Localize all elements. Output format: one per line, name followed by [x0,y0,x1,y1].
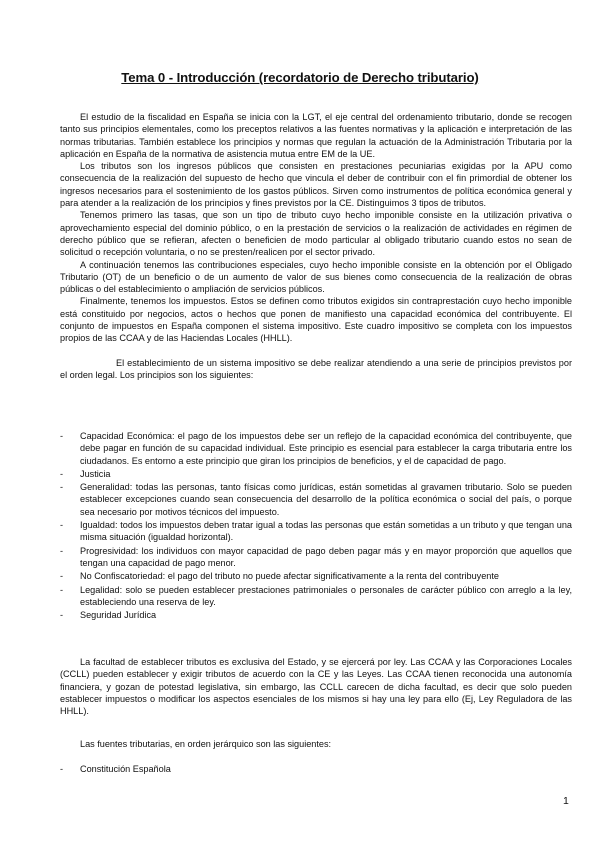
ccaa-text-block [60,656,572,717]
bullet-dash: - [60,764,64,774]
paragraph-tasas: Tenemos primero las tasas, que son un tipo de tributo cuyo hecho imponible consiste en la utilización privativa o aprovechamiento especial del dominio público, o en la prestación de servicios o la realización de actividades en régimen de derecho público que se refieran, afecten o beneficien de modo particular al obligado tributario cuando estos no sean de solicitud o recepción voluntaria, o no se presten/realicen por el sector privado. [60,210,572,258]
page-number: 1 [563,795,569,807]
list-item: - Legalidad: solo se pueden establecer prestaciones patrimoniales o personales de carácter público con arreglo a la ley, estableciendo una reserva de ley. [60,584,572,607]
paragraph-contribuciones: A continuación tenemos las contribuciones especiales, cuyo hecho imponible consiste en la obtención por el Obligado Tributario (OT) de un beneficio o de un aumento de valor de sus bienes como consecuencia de la realización de obras públicas o del establecimiento o ampliación de servicios públicos. [60,259,572,295]
paragraph-impuestos: Finalmente, tenemos los impuestos. Estos se definen como tributos exigidos sin contraprestación cuyo hecho imponible está constituido por negocios, actos o hechos que ponen de manifiesto una capacidad económica del contribuyente. El conjunto de impuestos en España componen el sistema impositivo. Este cuadro impositivo se completa con los impuestos propios de las CCAA y de las Haciendas Locales (HHLL). [60,296,572,344]
bullet-dash: - [60,571,64,582]
list-item: - Constitución Española [60,764,171,774]
list-item: - Capacidad Económica: el pago de los impuestos debe ser un reflejo de la capacidad económica del contribuyente, que debe pagar en función de su capacidad individual. Este principio es esencial para establecer la carga tributaria entre los ciudadanos. Es entorno a este principio que giran los principios de beneficios, y el de capacidad de pago. [60,431,572,466]
bullet-dash: - [60,431,64,441]
paragraph-facultad: La facultad de establecer tributos es exclusiva del Estado, y se ejercerá por ley. Las CCAA y las Corporaciones Locales (CCLL) pueden establecer y exigir tributos de acuerdo con la CE y las Leyes. Las CCAA tienen reconocida una autonomía financiera, y gozan de potestad legislativa, sin embargo, las CCLL carecen de dicha facultad, es decir que solo pueden establecer impuestos o modificar los aspectos esenciales de los mismos si hay una ley para ello (Ej, Ley Reguladora de las HHLL). [60,657,572,717]
bullet-dash: - [60,610,64,621]
paragraph-lgt: El estudio de la fiscalidad en España se inicia con la LGT, el eje central del ordenamiento tributario, donde se recogen tanto sus principios elementales, como los preceptos relativos a las fuentes normativas y la aplicación e interpretación de las normas tributarias. También establece los principios y normas que regulan la actuación de la Administración Tributaria por la aplicación en España de la normativa de asistencia mutua entre EM de la UE. [60,112,572,159]
sources-list-block [60,763,572,776]
paragraph-fuentes-intro: Las fuentes tributarias, en orden jerárquico son las siguientes: [80,739,332,749]
sources-intro-block [60,738,572,750]
list-item: - Igualdad: todos los impuestos deben tratar igual a todas las personas que están sometidas a un tributo y que tengan una misma situación (igualdad horizontal). [60,520,572,543]
bullet-dash: - [60,520,64,531]
list-item: - No Confiscatoriedad: el pago del tributo no puede afectar significativamente a la renta del contribuyente [60,571,499,582]
principles-list [60,430,572,621]
list-item: - Seguridad Jurídica [60,610,157,621]
bullet-dash: - [60,545,64,556]
list-item: - Justicia [60,468,111,479]
document-title: Tema 0 - Introducción (recordatorio de Derecho tributario) [121,70,479,85]
sources-list [60,763,572,775]
bullet-dash: - [60,482,64,493]
list-item: - Progresividad: los individuos con mayor capacidad de pago deben pagar más y en mayor proporción que aquellos que tengan una capacidad de pago menor. [60,545,572,568]
list-item: - Generalidad: todas las personas, tanto físicas como jurídicas, están sometidas al gravamen tributario. Solo se pueden establecer excepciones cuando sean consecuencia del desarrollo de la política económica o social del país, o porque sea necesario por motivos técnicos del impuesto. [60,482,572,517]
paragraph-principios-intro: El establecimiento de un sistema impositivo se debe realizar atendiendo a una serie de principios previstos por el orden legal. Los principios son los siguientes: [60,357,572,380]
principles-list-block [60,430,572,622]
paragraph-tributos: Los tributos son los ingresos públicos que consisten en prestaciones pecuniarias exigidas por la APU como consecuencia de la realización del supuesto de hecho que vincula el deber de contribuir con el fin primordial de obtener los ingresos necesarios para el sostenimiento de los gastos públicos. Sirven como instrumentos de política económica general y para atender a la realización de los principios y fines previstos por la CE. Distinguimos 3 tipos de tributos. [60,161,572,209]
bullet-dash: - [60,468,64,479]
bullet-dash: - [60,584,64,595]
body-text-block [60,111,572,381]
